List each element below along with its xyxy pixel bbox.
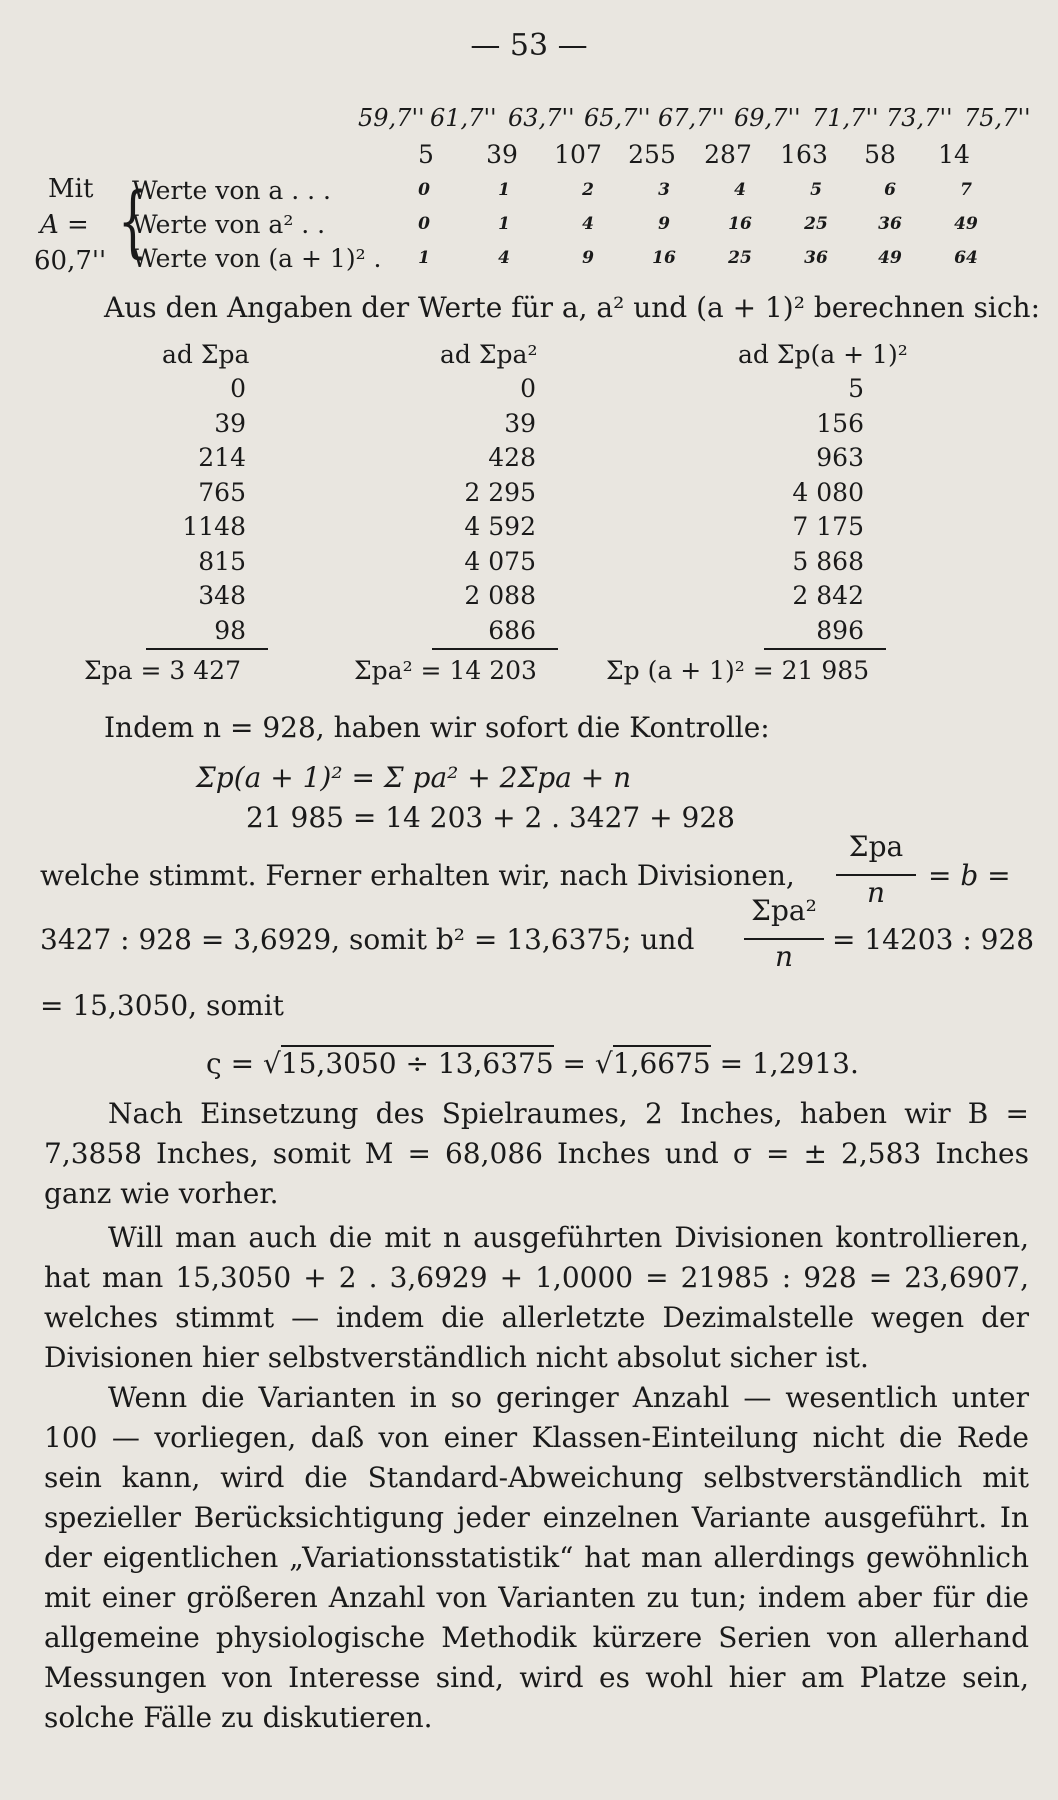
ap1-value: 49 <box>878 248 902 268</box>
equation-symbolic: Σp(a + 1)² = Σ pa² + 2Σpa + n <box>196 761 632 794</box>
intro-line: Aus den Angaben der Werte für a, a² und (a + 1)² berechnen sich: <box>104 291 1041 324</box>
frequency-value: 58 <box>864 140 896 169</box>
sum-pa-value: 214 <box>198 443 246 472</box>
sum-pa2-value: 4 075 <box>464 546 536 576</box>
sigma-mid: = <box>553 1047 595 1080</box>
a-value: 2 <box>582 180 594 200</box>
page-number: — 53 — <box>470 28 588 63</box>
inch-label: 73,7'' <box>886 104 953 132</box>
frequency-value: 255 <box>628 140 676 169</box>
sum-pap1-value: 156 <box>816 408 864 438</box>
row-label-ap1: Werte von (a + 1)² . <box>132 244 382 273</box>
total-pa: Σpa = 3 427 <box>84 656 241 685</box>
frequency-value: 107 <box>554 140 602 169</box>
eq-14203: = 14203 : 928 <box>832 923 1035 956</box>
sum-pa-value: 815 <box>198 546 246 576</box>
sum-pap1-value: 5 868 <box>792 546 864 576</box>
a2-value: 4 <box>582 214 594 234</box>
fraction1-denominator: n <box>866 876 886 909</box>
sigma-radicand-2: 1,6675 <box>612 1047 711 1080</box>
a2-value: 25 <box>804 214 828 234</box>
frequency-value: 163 <box>780 140 828 169</box>
curly-brace: { <box>117 177 148 267</box>
a-value: 1 <box>498 180 510 200</box>
row-label-a2: Werte von a² . . <box>132 210 326 239</box>
inch-label: 59,7'' <box>358 104 425 132</box>
inch-label: 75,7'' <box>964 104 1031 132</box>
a-value: 4 <box>734 180 746 200</box>
ap1-value: 36 <box>804 248 828 268</box>
ap1-value: 64 <box>954 248 978 268</box>
sum-pa2-value: 39 <box>504 408 536 438</box>
fraction1-numerator: Σpa <box>848 830 904 863</box>
a2-value: 49 <box>954 214 978 234</box>
sum-rule-2 <box>432 648 558 650</box>
paragraph-1: Nach Einsetzung des Spielraumes, 2 Inches, haben wir B = 7,3858 Inches, somit M = 68,086 Inches und σ = ± 2,583 Inches ganz wie vorher. <box>44 1097 1029 1210</box>
sum-pap1-value: 963 <box>816 443 864 472</box>
sum-pap1-value: 896 <box>816 615 864 645</box>
sum-pa2-value: 4 592 <box>464 512 536 541</box>
sum-pap1-value: 5 <box>848 374 864 403</box>
frequency-value: 5 <box>418 140 434 169</box>
inch-label: 63,7'' <box>508 104 575 132</box>
sum-rule-3 <box>764 648 886 650</box>
sum-pap1-value: 7 175 <box>792 512 864 541</box>
sum-pap1-value: 2 842 <box>792 581 864 610</box>
a2-value: 36 <box>878 214 902 234</box>
sqrt-icon: √ <box>594 1047 613 1080</box>
frequency-value: 14 <box>938 140 970 169</box>
sum-pa-value: 98 <box>214 615 246 645</box>
brace-a-value: 60,7'' <box>34 246 107 276</box>
a-value: 7 <box>960 180 972 200</box>
row-label-a: Werte von a . . . <box>132 176 331 205</box>
sigma-equation <box>206 1044 859 1084</box>
a2-value: 9 <box>658 214 670 234</box>
sum-pa2-value: 2 088 <box>464 581 536 610</box>
sum-header-pap1: ad Σp(a + 1)² <box>738 340 908 369</box>
inch-label: 71,7'' <box>812 104 879 132</box>
sum-rule-1 <box>146 648 268 650</box>
inch-label: 65,7'' <box>584 104 651 132</box>
sum-header-pa: ad Σpa <box>162 340 250 369</box>
sum-header-pa2: ad Σpa² <box>440 340 538 369</box>
line-15: = 15,3050, somit <box>40 989 284 1022</box>
sigma-radicand-1: 15,3050 ÷ 13,6375 <box>280 1047 554 1080</box>
a2-value: 1 <box>498 214 510 234</box>
sum-pa-value: 0 <box>230 374 246 403</box>
inch-label: 67,7'' <box>658 104 725 132</box>
inch-label: 69,7'' <box>734 104 801 132</box>
sum-pa2-value: 686 <box>488 615 536 645</box>
line-welche: welche stimmt. Ferner erhalten wir, nach Divisionen, <box>40 859 795 892</box>
brace-mit: Mit <box>48 174 94 204</box>
a2-value: 0 <box>418 214 430 234</box>
kontrolle-line: Indem n = 928, haben wir sofort die Kontrolle: <box>104 711 770 744</box>
sum-pa-value: 39 <box>214 408 246 438</box>
sigma-pre: ς = <box>206 1047 263 1080</box>
a-value: 6 <box>884 180 896 200</box>
total-pa2: Σpa² = 14 203 <box>354 656 537 685</box>
ap1-value: 16 <box>652 248 676 268</box>
equation-numeric: 21 985 = 14 203 + 2 . 3427 + 928 <box>246 801 735 834</box>
ap1-value: 1 <box>418 248 430 268</box>
brace-a-eq: A = <box>40 210 89 240</box>
sum-pa-value: 1148 <box>182 512 246 541</box>
sum-pa2-value: 428 <box>488 443 536 472</box>
a-value: 0 <box>418 180 430 200</box>
inch-label: 61,7'' <box>430 104 497 132</box>
fraction2-numerator: Σpa² <box>751 894 817 927</box>
paragraph-3: Wenn die Varianten in so geringer Anzahl — wesentlich unter 100 — vorliegen, daß von einer Klassen-Einteilung nicht die Rede sein kann, wird die Standard-Abweichung selbstverständlich mit spezieller Berücksichtigung jeder einzelnen Variante ausgeführt. In der eigentlichen „Variationsstatistik“ hat man allerdings gewöhnlich mit einer größeren Anzahl von Varianten zu tun; indem aber für die allgemeine physiologische Methodik kürzere Serien von allerhand Messungen von Interesse sind, wird es wohl hier am Platze sein, solche Fälle zu diskutieren. <box>44 1381 1029 1734</box>
paragraph-2: Will man auch die mit n ausgeführten Divisionen kontrollieren, hat man 15,3050 + 2 . 3,6929 + 1,0000 = 21985 : 928 = 23,6907, welches stimmt — indem die allerletzte Dezimalstelle wegen der Divisionen hier selbstverständlich nicht absolut sicher ist. <box>44 1221 1029 1374</box>
sum-pa-value: 348 <box>198 581 246 610</box>
sum-pa-value: 765 <box>198 477 246 507</box>
sum-pa2-value: 0 <box>520 374 536 403</box>
total-pap1: Σp (a + 1)² = 21 985 <box>606 656 870 685</box>
sum-pa2-value: 2 295 <box>464 477 536 507</box>
ap1-value: 4 <box>498 248 510 268</box>
frequency-value: 287 <box>704 140 752 169</box>
sigma-post: = 1,2913. <box>710 1047 859 1080</box>
ap1-value: 25 <box>728 248 752 268</box>
a-value: 3 <box>658 180 670 200</box>
a2-value: 16 <box>728 214 752 234</box>
eq-b: = b = <box>928 859 1011 892</box>
line-3427: 3427 : 928 = 3,6929, somit b² = 13,6375; und <box>40 923 695 956</box>
a-value: 5 <box>810 180 822 200</box>
frequency-value: 39 <box>486 140 518 169</box>
sum-pap1-value: 4 080 <box>792 477 864 507</box>
ap1-value: 9 <box>582 248 594 268</box>
sqrt-icon: √ <box>262 1047 281 1080</box>
fraction2-denominator: n <box>774 940 794 973</box>
